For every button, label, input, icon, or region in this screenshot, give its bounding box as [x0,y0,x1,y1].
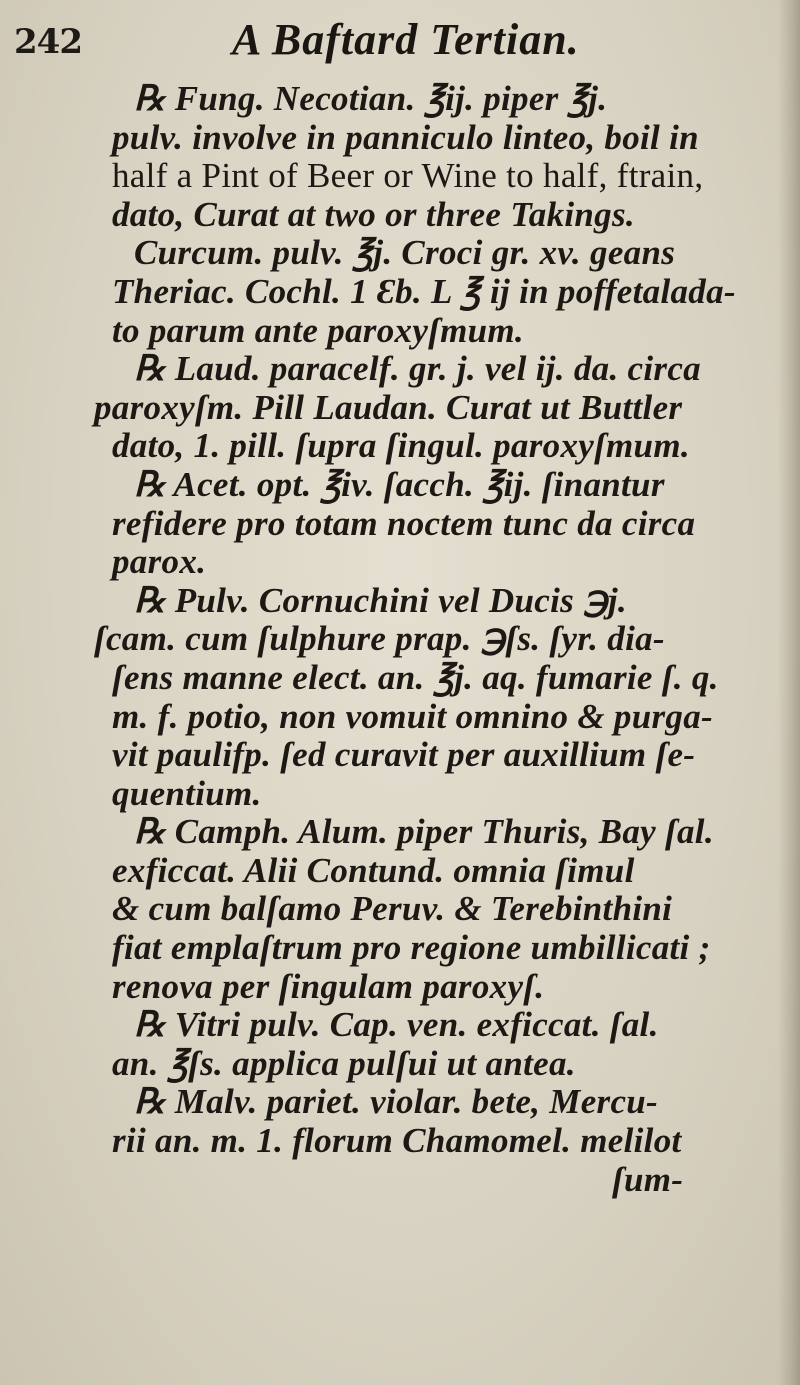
text-line: Curcum. pulv. ℥j. Croci gr. xv. geans [134,233,676,273]
text-line: ℞ Vitri pulv. Cap. ven. exficcat. ſal. [134,1005,659,1045]
text-line: ℞ Malv. pariet. violar. bete, Mercu- [134,1082,659,1122]
text-line: refidere pro totam noctem tunc da circa [112,503,696,543]
text-line: ℞ Camph. Alum. piper Thuris, Bay ſal. [134,812,714,852]
text-line: ℞ Acet. opt. ℥iv. ſacch. ℥ij. ſinantur [134,464,665,504]
text-line: m. f. potio, non vomuit omnino & purga- [112,696,713,736]
text-line: quentium. [112,773,262,813]
text-line: ſens manne elect. an. ℥j. aq. fumarie ſ. q. [112,657,719,697]
page-number: 242 [14,22,82,62]
text-line: ℞ Fung. Necotian. ℥ij. piper ℥j. [134,79,608,118]
text-line: dato, 1. pill. ſupra ſingul. paroxyſmum. [112,426,690,466]
text-line: renova per ſingulam paroxyſ. [112,966,545,1006]
text-line: parox. [112,542,207,582]
text-line: pulv. involve in panniculo linteo, boil in [112,117,699,157]
text-line: half a Pint of Beer or Wine to half, ftrain, [112,156,704,196]
body-text [94,79,782,1199]
text-line: & cum balſamo Peruv. & Terebinthini [112,889,673,929]
text-line: Theriac. Cochl. 1 Ɛb. L ℥ ij in poffetalada- [112,271,736,311]
text-line: vit paulifp. ſed curavit per auxillium ſe- [112,735,696,775]
text-line: an. ℥ſs. applica pulſui ut antea. [112,1043,576,1083]
text-line: paroxyſm. Pill Laudan. Curat ut Buttler [94,387,683,427]
text-line: to parum ante paroxyſmum. [112,310,524,350]
text-line: exficcat. Alii Contund. omnia ſimul [112,850,635,890]
text-line: rii an. m. 1. florum Chamomel. melilot [112,1121,682,1161]
text-line: ſcam. cum ſulphure prap. ℈ſs. ſyr. dia- [94,619,665,659]
running-title: A Baftard Tertian. [232,15,580,64]
text-line: ℞ Laud. paracelf. gr. j. vel ij. da. circa [134,349,701,389]
text-line: fiat emplaſtrum pro regione umbillicati ; [112,928,711,968]
page-header [0,14,800,74]
text-line: ℞ Pulv. Cornuchini vel Ducis ℈j. [134,580,627,620]
text-line: dato, Curat at two or three Takings. [112,194,635,234]
catchword: ſum- [612,1159,684,1199]
